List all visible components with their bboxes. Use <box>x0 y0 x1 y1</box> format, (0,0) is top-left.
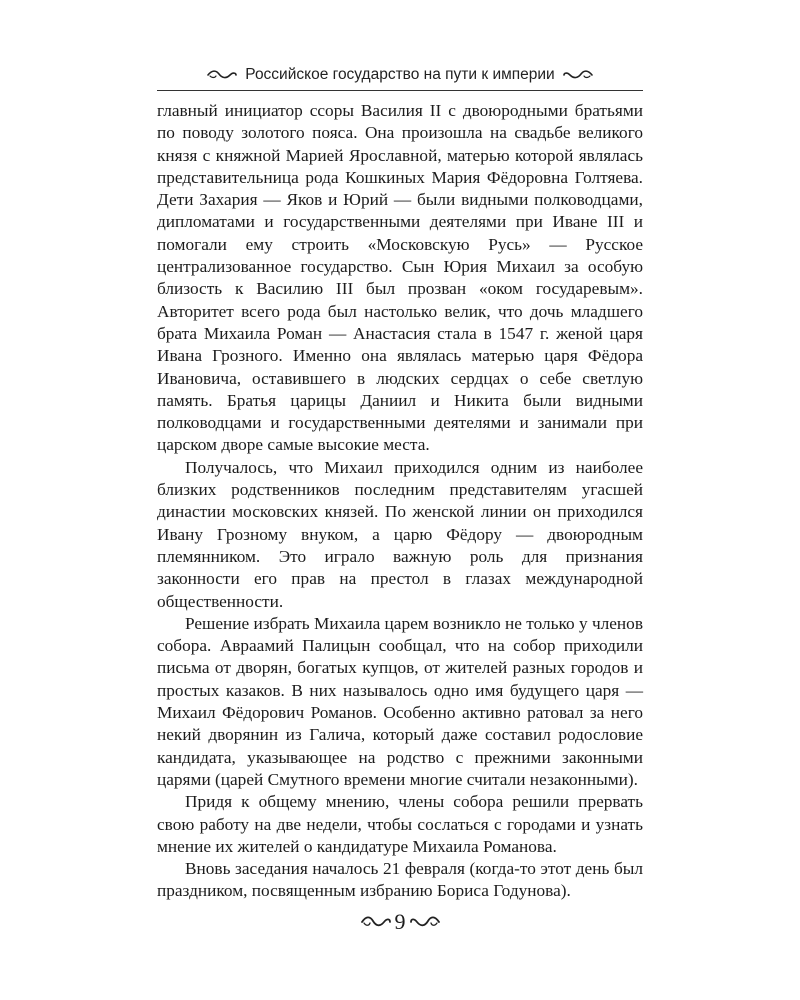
page-number-value: 9 <box>394 909 406 934</box>
swirl-ornament-left-icon <box>361 915 391 929</box>
paragraph-4: Придя к общему мнению, члены собора решили прервать свою работу на две недели, чтобы сослаться с городами и узнать мнение их жителей о кандидатуре Михаила Романова. <box>157 792 643 856</box>
page-body <box>157 100 643 903</box>
swirl-ornament-left-icon <box>207 69 237 81</box>
swirl-ornament-right-icon <box>563 69 593 81</box>
paragraph-2: Получалось, что Михаил приходился одним из наиболее близких родственников последним представителям угасшей династии московских князей. По женской линии он приходился Ивану Грозному внуком, а царю Фёдору — двоюродным племянником. Это играло важную роль для признания законности его прав на престол в глазах международной общественности. <box>157 457 643 611</box>
running-head <box>157 62 643 88</box>
paragraph-1: главный инициатор ссоры Василия II с двоюродными братьями по поводу золотого пояса. Она произошла на свадьбе великого князя с княжной Марией Ярославной, матерью которой являлась представительница рода Кошкиных Мария Фёдоровна Голтяева. Дети Захария — Яков и Юрий — были видными полководцами, дипломатами и государственными деятелями при Иване III и помогали ему строить «Московскую Русь» — Русское централизованное государство. Сын Юрия Михаил за особую близость к Василию III был прозван «оком государевым». Авторитет всего рода был настолько велик, что дочь младшего брата Михаила Роман — Анастасия стала в 1547 г. женой царя Ивана Грозного. Именно она являлась матерью царя Фёдора Ивановича, оставившего в людских сердцах о себе светлую память. Братья царицы Даниил и Никита были видными полководцами и государственными деятелями и занимали при царском дворе самые высокие места. <box>157 101 643 455</box>
swirl-ornament-right-icon <box>410 915 440 929</box>
paragraph-3: Решение избрать Михаила царем возникло не только у членов собора. Авраамий Палицын сообщал, что на собор приходили письма от дворян, богатых купцов, от жителей разных городов и простых казаков. В них называлось одно имя будущего царя — Михаил Фёдорович Романов. Особенно активно ратовал за него некий дворянин из Галича, который даже составил родословие кандидата, указывающее на родство с прежними законными царями (царей Смутного времени многие считали незаконными). <box>157 613 643 789</box>
page-number <box>357 908 443 936</box>
header-rule <box>157 90 643 91</box>
paragraph-5: Вновь заседания началось 21 февраля (когда-то этот день был праздником, посвященным избранию Бориса Годунова). <box>157 859 643 901</box>
running-head-title: Российское государство на пути к империи <box>245 66 555 83</box>
